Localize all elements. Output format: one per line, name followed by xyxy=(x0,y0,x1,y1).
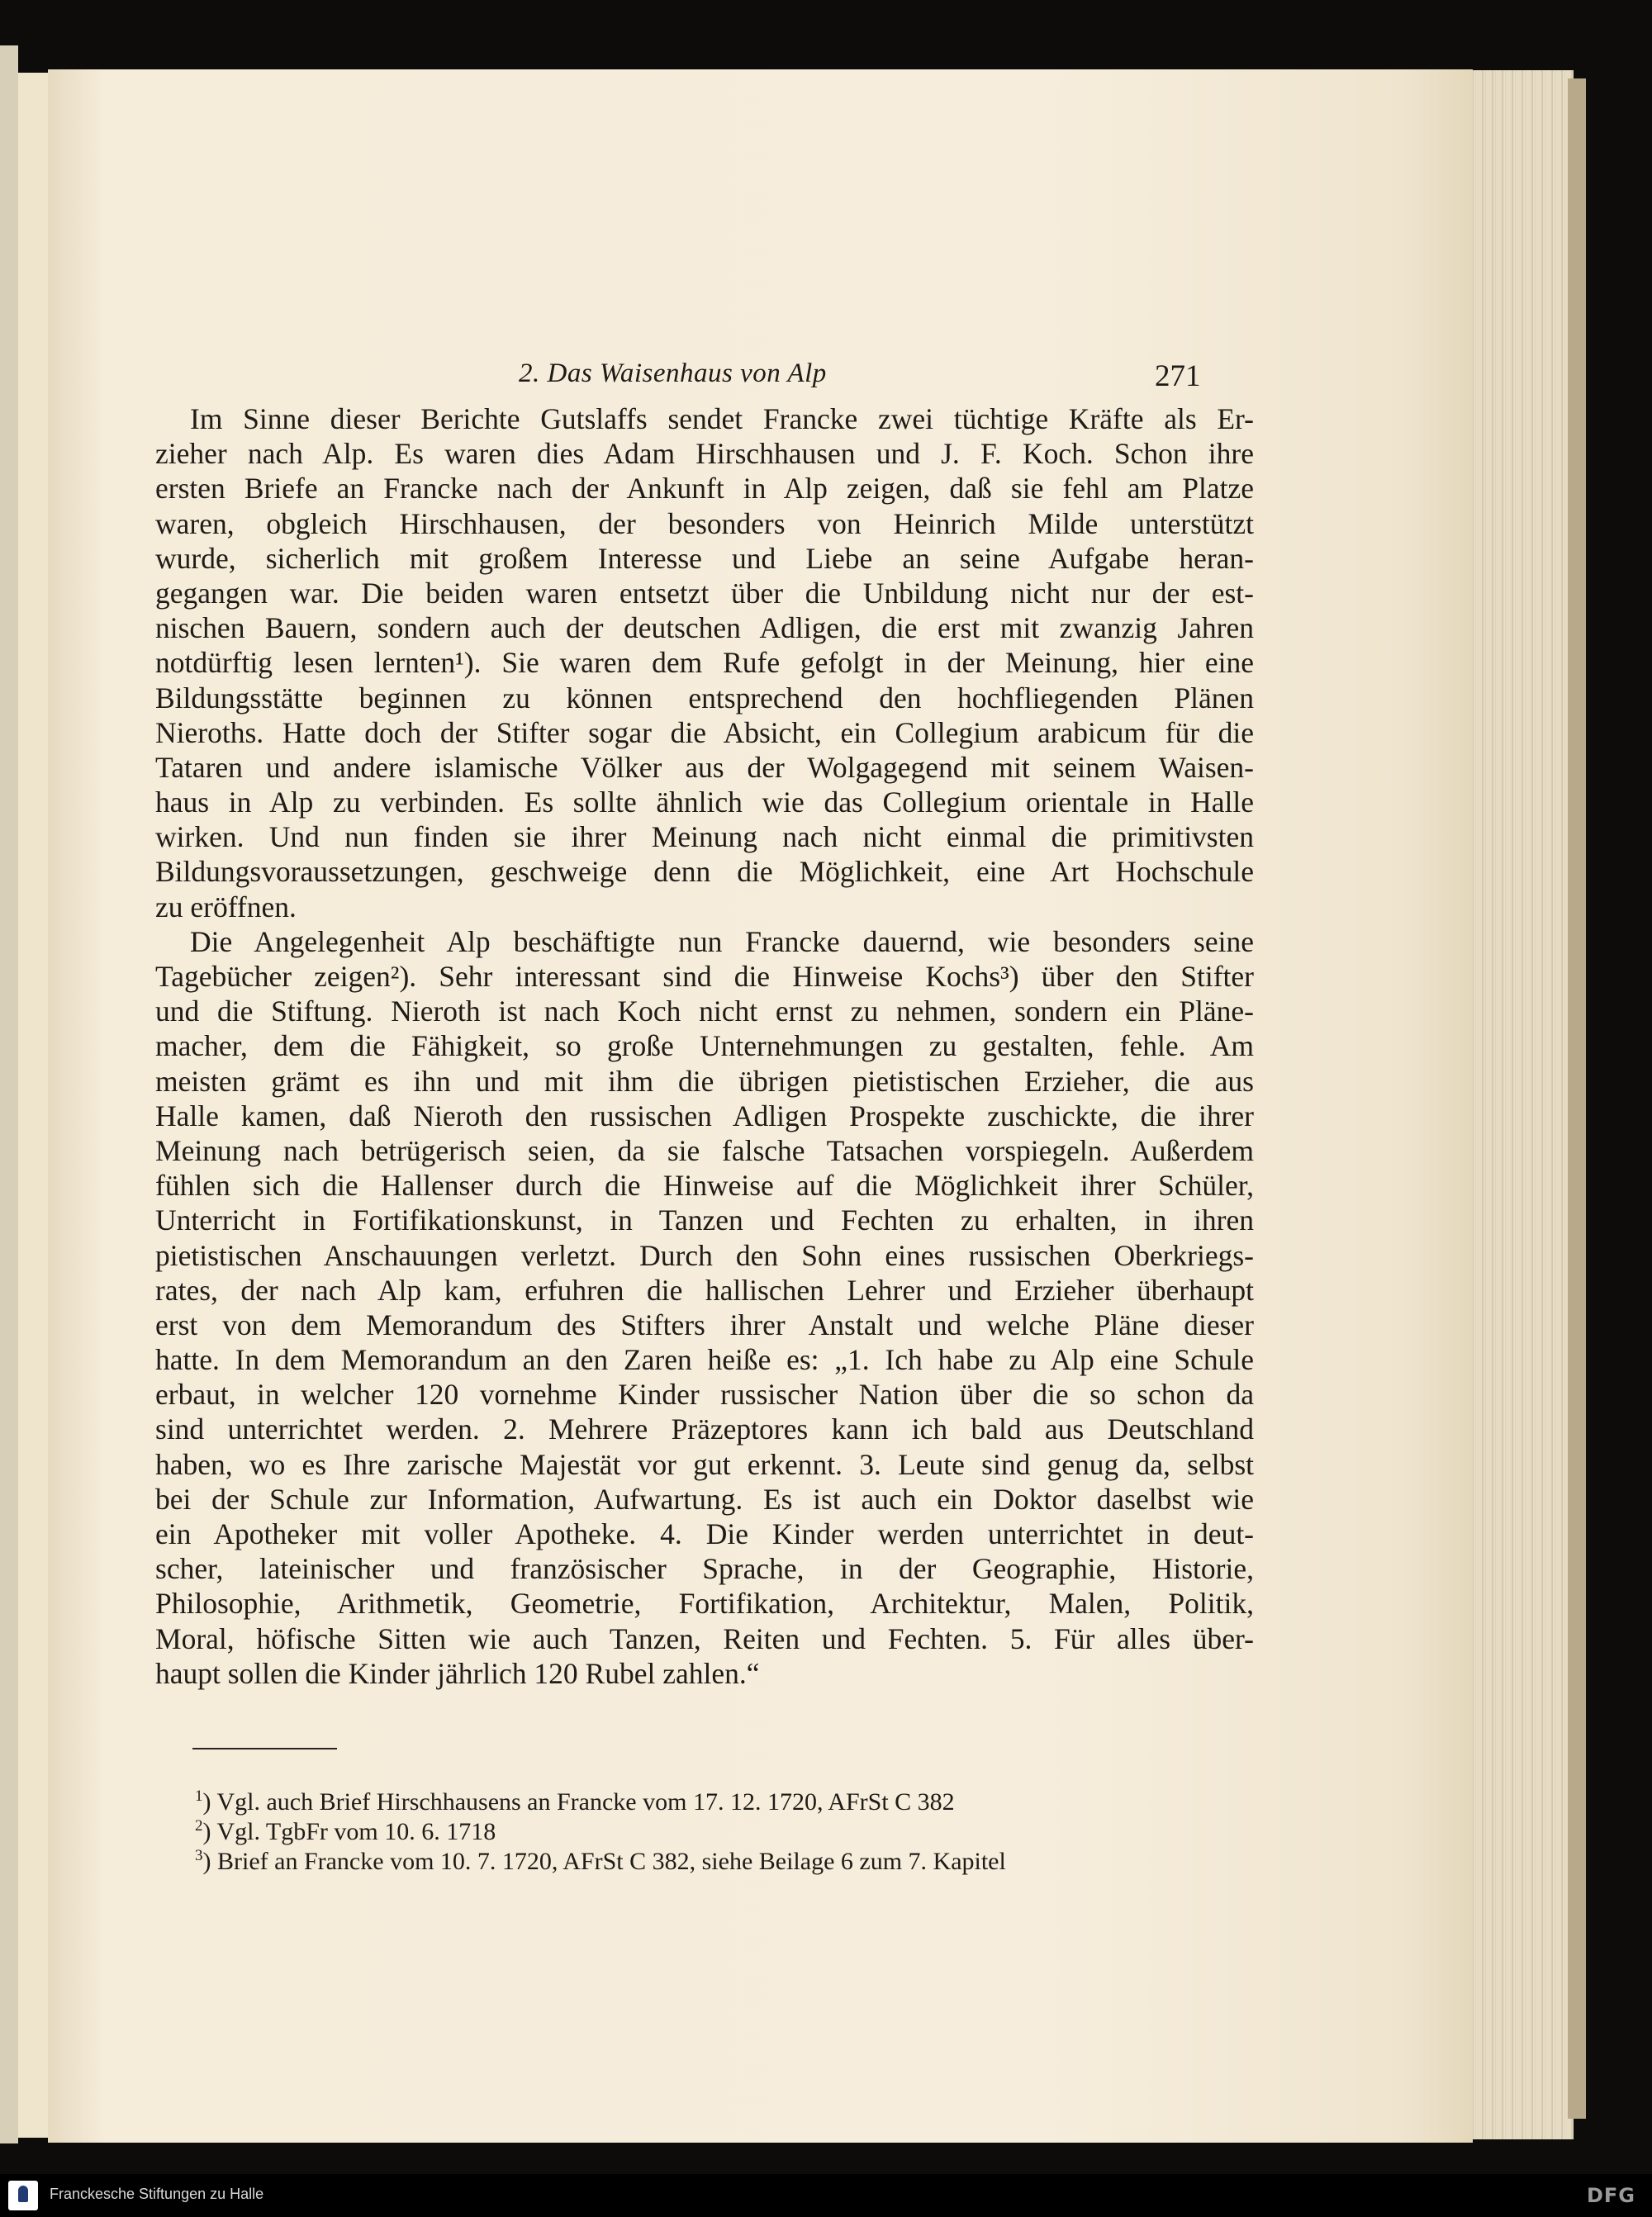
text-line: pietistischen Anschauungen verletzt. Durch den Sohn eines russischen Oberkriegs- xyxy=(155,1238,1254,1272)
text-line: und die Stiftung. Nieroth ist nach Koch nicht ernst zu nehmen, sondern ein Pläne- xyxy=(155,995,1254,1028)
text-line: bei der Schule zur Information, Aufwartung. Es ist auch ein Doktor daselbst wie xyxy=(155,1482,1254,1516)
text-line: sind unterrichtet werden. 2. Mehrere Präzeptores kann ich bald aus Deutschland xyxy=(155,1412,1254,1446)
text-line: Im Sinne dieser Berichte Gutslaffs sendet Francke zwei tüchtige Kräfte als Er- xyxy=(190,402,1254,435)
footnotes xyxy=(195,1782,1236,1875)
footnote-mark: 2 xyxy=(195,1817,203,1835)
text-line: zieher nach Alp. Es waren dies Adam Hirschhausen und J. F. Koch. Schon ihre xyxy=(155,437,1254,471)
footnote-text: ) Vgl. TgbFr vom 10. 6. 1718 xyxy=(202,1818,496,1845)
text-line: gegangen war. Die beiden waren entsetzt über die Unbildung nicht nur der est- xyxy=(155,576,1254,610)
left-cover-edge xyxy=(0,45,18,2143)
institution-name: Franckesche Stiftungen zu Halle xyxy=(50,2186,264,2202)
text-line: Bildungsstätte beginnen zu können entsprechend den hochfliegenden Plänen xyxy=(155,681,1254,714)
text-line: Nieroths. Hatte doch der Stifter sogar die Absicht, ein Collegium arabicum für die xyxy=(155,715,1254,749)
left-page-sliver xyxy=(18,73,48,2138)
text-line: macher, dem die Fähigkeit, so große Unternehmungen zu gestalten, fehle. Am xyxy=(155,1029,1254,1063)
text-line: Meinung nach betrügerisch seien, da sie falsche Tatsachen vorspiegeln. Außerdem xyxy=(155,1133,1254,1167)
footnote-mark: 1 xyxy=(195,1787,203,1805)
dfg-badge: DFG xyxy=(1586,2184,1635,2207)
text-line: fühlen sich die Hallenser durch die Hinweise auf die Möglichkeit ihrer Schüler, xyxy=(155,1169,1254,1203)
footnote-mark: 3 xyxy=(195,1847,203,1864)
footnote xyxy=(195,1841,1236,1875)
text-line: Die Angelegenheit Alp beschäftigte nun Francke dauernd, wie besonders seine xyxy=(190,924,1254,958)
text-line: notdürftig lesen lernten¹). Sie waren dem Rufe gefolgt in der Meinung, hier eine xyxy=(155,646,1254,680)
text-line: scher, lateinischer und französischer Sprache, in der Geographie, Historie, xyxy=(155,1552,1254,1586)
institution-logo-icon xyxy=(8,2181,38,2210)
text-line: Philosophie, Arithmetik, Geometrie, Fortifikation, Architektur, Malen, Politik, xyxy=(155,1587,1254,1621)
footer-bar xyxy=(0,2174,1652,2217)
running-head: 2. Das Waisenhaus von Alp xyxy=(519,358,827,388)
text-line: ersten Briefe an Francke nach der Ankunft in Alp zeigen, daß sie fehl am Platze xyxy=(155,472,1254,506)
footnote-text: ) Vgl. auch Brief Hirschhausens an Francke vom 17. 12. 1720, AFrSt C 382 xyxy=(202,1788,955,1816)
footnote xyxy=(195,1811,1236,1845)
footnote xyxy=(195,1782,1236,1816)
text-line: wurde, sicherlich mit großem Interesse und Liebe an seine Aufgabe heran- xyxy=(155,541,1254,575)
text-line: haben, wo es Ihre zarische Majestät vor gut erkennt. 3. Leute sind genug da, selbst xyxy=(155,1447,1254,1481)
text-line: Tataren und andere islamische Völker aus der Wolgagegend mit seinem Waisen- xyxy=(155,750,1254,784)
text-line: erbaut, in welcher 120 vornehme Kinder russischer Nation über die so schon da xyxy=(155,1378,1254,1412)
text-line: rates, der nach Alp kam, erfuhren die hallischen Lehrer und Erzieher überhaupt xyxy=(155,1273,1254,1307)
page-fore-edge xyxy=(1466,70,1574,2139)
book-page xyxy=(48,69,1473,2143)
text-line: zu eröffnen. xyxy=(155,890,297,923)
text-line: Tagebücher zeigen²). Sehr interessant sind die Hinweise Kochs³) über den Stifter xyxy=(155,960,1254,993)
text-line: Moral, höfische Sitten wie auch Tanzen, Reiten und Fechten. 5. Für alles über- xyxy=(155,1621,1254,1655)
text-line: haus in Alp zu verbinden. Es sollte ähnlich wie das Collegium orientale in Halle xyxy=(155,786,1254,819)
text-line: ein Apotheker mit voller Apotheke. 4. Die Kinder werden unterrichtet in deut- xyxy=(155,1517,1254,1550)
text-line: haupt sollen die Kinder jährlich 120 Rubel zahlen.“ xyxy=(155,1656,760,1690)
text-line: waren, obgleich Hirschhausen, der besonders von Heinrich Milde unterstützt xyxy=(155,506,1254,540)
text-line: hatte. In dem Memorandum an den Zaren heiße es: „1. Ich habe zu Alp eine Schule xyxy=(155,1343,1254,1377)
text-line: Halle kamen, daß Nieroth den russischen Adligen Prospekte zuschickte, die ihrer xyxy=(155,1099,1254,1132)
text-line: erst von dem Memorandum des Stifters ihrer Anstalt und welche Pläne dieser xyxy=(155,1308,1254,1341)
footnote-text: ) Brief an Francke vom 10. 7. 1720, AFrSt C 382, siehe Beilage 6 zum 7. Kapitel xyxy=(202,1848,1006,1875)
book-board xyxy=(1568,78,1586,2119)
body-text xyxy=(155,401,1254,1691)
text-line: Bildungsvoraussetzungen, geschweige denn die Möglichkeit, eine Art Hochschule xyxy=(155,855,1254,889)
footnote-rule xyxy=(192,1748,337,1749)
page-header xyxy=(48,358,1473,408)
page-number: 271 xyxy=(1155,359,1201,393)
text-line: nischen Bauern, sondern auch der deutschen Adligen, die erst mit zwanzig Jahren xyxy=(155,611,1254,645)
text-line: Unterricht in Fortifikationskunst, in Tanzen und Fechten zu erhalten, in ihren xyxy=(155,1203,1254,1237)
text-line: meisten grämt es ihn und mit ihm die übrigen pietistischen Erzieher, die aus xyxy=(155,1064,1254,1098)
text-line: wirken. Und nun finden sie ihrer Meinung nach nicht einmal die primitivsten xyxy=(155,820,1254,854)
